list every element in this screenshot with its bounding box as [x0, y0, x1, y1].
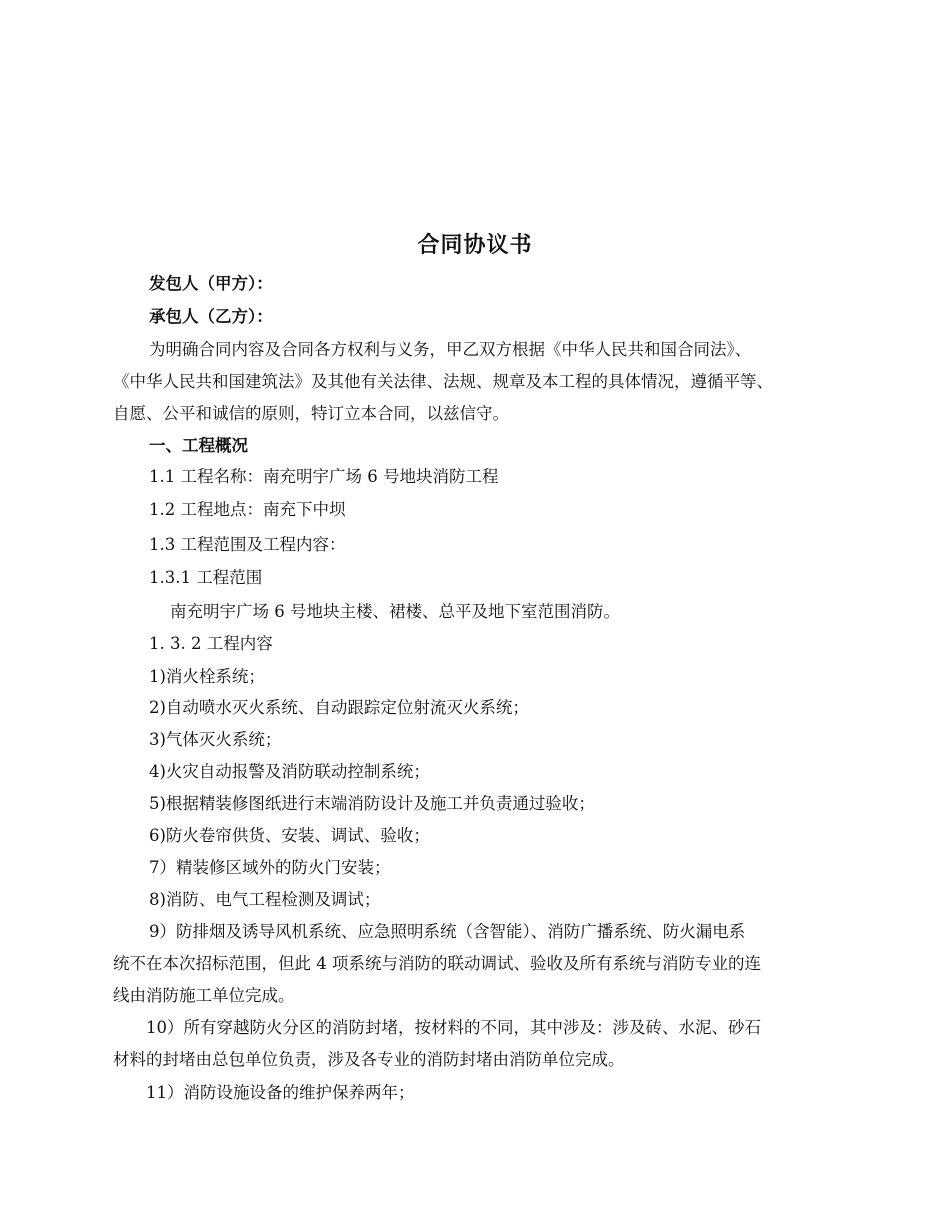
item-10-line-1: 10）所有穿越防火分区的消防封堵，按材料的不同，其中涉及：涉及砖、水泥、砂石: [146, 1018, 761, 1037]
content-item: 3)气体灭火系统；: [149, 730, 282, 749]
project-name: 1.1 工程名称：南充明宇广场 6 号地块消防工程: [149, 467, 499, 486]
scope-subheading: 1.3.1 工程范围: [149, 568, 263, 587]
intro-line-1: 为明确合同内容及合同各方权利与义务，甲乙双方根据《中华人民共和国合同法》、: [149, 340, 752, 359]
party-a-label: 发包人（甲方）：: [149, 274, 273, 293]
content-subheading: 1. 3. 2 工程内容: [149, 634, 273, 653]
item-10-line-2: 材料的封堵由总包单位负责，涉及各专业的消防封堵由消防单位完成。: [113, 1050, 625, 1069]
content-item: 1)消火栓系统；: [149, 667, 265, 686]
content-item: 8)消防、电气工程检测及调试；: [149, 890, 381, 909]
item-9-line-1: 9）防排烟及诱导风机系统、应急照明系统（含智能）、消防广播系统、防火漏电系: [149, 922, 746, 941]
project-location: 1.2 工程地点：南充下中坝: [149, 500, 346, 519]
content-item: 5)根据精装修图纸进行末端消防设计及施工并负责通过验收；: [149, 794, 595, 813]
scope-text: 南充明宇广场 6 号地块主楼、裙楼、总平及地下室范围消防。: [170, 602, 620, 621]
content-item: 2)自动喷水灭火系统、自动跟踪定位射流灭火系统；: [149, 698, 529, 717]
item-9-line-2: 统不在本次招标范围，但此 4 项系统与消防的联动调试、验收及所有系统与消防专业的连: [113, 954, 761, 973]
item-11: 11）消防设施设备的维护保养两年；: [146, 1083, 415, 1102]
project-scope-heading: 1.3 工程范围及工程内容：: [149, 535, 346, 554]
intro-line-3: 自愿、公平和诚信的原则，特订立本合同，以兹信守。: [113, 404, 509, 423]
item-9-line-3: 线由消防施工单位完成。: [113, 986, 295, 1005]
content-item: 7）精装修区域外的防火门安装；: [149, 858, 391, 877]
content-item: 4)火灾自动报警及消防联动控制系统；: [149, 762, 430, 781]
content-item: 6)防火卷帘供货、安装、调试、验收；: [149, 826, 430, 845]
section-1-heading: 一、工程概况: [149, 436, 248, 455]
party-b-label: 承包人（乙方）：: [149, 307, 273, 326]
intro-line-2: 《中华人民共和国建筑法》及其他有关法律、法规、规章及本工程的具体情况，遵循平等、: [113, 372, 773, 391]
document-title: 合同协议书: [417, 233, 533, 258]
